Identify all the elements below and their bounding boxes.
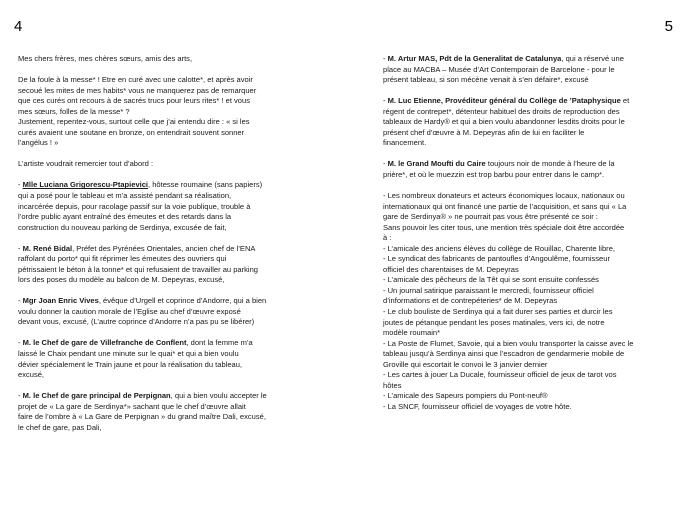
entry-text: , Préfet des Pyrénées Orientales, ancien chef de l’ENA raffolant du porto* qui fit réprimer les émeutes des ouvriers qui pétrissaient le béton à la tonne* et qui refusaient de travailler au parking lors des poses du modèle au balcon de M. Depeyras, excusé, [18, 243, 258, 285]
greeting: Mes chers frères, mes chères sœurs, amis des arts, [18, 54, 193, 63]
thanks-entry [383, 159, 669, 180]
entry-text: , qui a bien voulu accepter le projet de « La gare de Serdinya*» sachant que le chef d’œuvre allait faire de l’ombre à « La Gare de Perpignan » du grand maître Dali, excusé, le chef de gare, pas Dali, [18, 391, 267, 432]
entry-dash: - [18, 391, 23, 401]
entry-name: M. Luc Etienne, Provéditeur général du Collège de ’Pataphysique [387, 96, 621, 106]
donor-item: - La SNCF, fournisseur officiel de voyages de votre hôte. [383, 401, 572, 411]
entry-dash: - [383, 54, 388, 63]
left-column [18, 54, 312, 444]
entry-name: Mgr Joan Enric Vives [22, 296, 99, 306]
donors-list [383, 244, 669, 413]
right-column [383, 54, 669, 412]
page-number-right: 5 [664, 18, 673, 35]
entry-text: et régent de contrepet*, détenteur habituel des droits de reproduction des tableaux de Hardy® et qui a bien voulu abandonner lesdits droits pour le présent chef d’œuvre à M. Depeyras afin de lui en faciliter le financement. [383, 96, 630, 148]
donor-item: - Les cartes à jouer La Ducale, fournisseur officiel de jeux de tarot vos hôtes [383, 370, 617, 390]
donor-item: - Le syndicat des fabricants de pantoufles d’Angoulême, fournisseur officiel des charentaises de M. Depeyras [383, 254, 610, 274]
entry-dash: - [18, 296, 23, 306]
donors-intro: - Les nombreux donateurs et acteurs économiques locaux, nationaux ou internationaux qui ont financé une partie de l’acquisition, et sans qui « La gare de Serdinya® » ne pourrait pas vous être présenté ce soir : Sans pouvoir les citer tous, une mention très spéciale doit être accordée à : [383, 190, 627, 243]
donor-item: - L’amicale des anciens élèves du collège de Rouillac, Charente libre, [383, 243, 615, 253]
entry-name: M. le Grand Moufti du Caire [387, 159, 486, 169]
thanks-entry [383, 96, 669, 149]
intro-paragraph-1: De la foule à la messe* ! Etre en curé avec une calotte*, et après avoir secoué les mites de mes habits* vous ne manquerez pas de remarquer que ces curés ont recours à de sacrés trucs pour leurs rites* ! et vous mes sœurs, folles de la messe* ? [18, 75, 257, 116]
donor-item: - L’amicale des Sapeurs pompiers du Pont-neuf® [383, 391, 548, 401]
donor-item: - Le club bouliste de Serdinya qui a fait durer ses parties et durcir les joutes de pétanque pendant les poses matinales, vers ici, de notre modèle roumain* [383, 306, 613, 338]
entry-text: toujours noir de monde à l’heure de la prière*, et où le muezzin est trop barbu pour entrer dans le camp*. [383, 159, 615, 179]
thanks-entry [18, 391, 312, 433]
entry-dash: - [383, 159, 388, 169]
entry-name: M. le Chef de gare de Villefranche de Conflent [22, 338, 187, 348]
entry-name: M. le Chef de gare principal de Perpignan [22, 391, 171, 401]
page-number-left: 4 [14, 18, 23, 35]
entry-text: , dont la femme m’a laissé le Chaix pendant une minute sur le quai* et qui a bien voulu dévier spécialement le Train jaune et pour la réalisation du tableau, excusé, [18, 338, 253, 380]
entry-text: , qui a réservé une place au MACBA – Musée d’Art Contemporain de Barcelone - pour le présent tableau, si son mécène venait à s’en défaire*, excusé [383, 54, 624, 85]
thanks-entry [18, 338, 312, 380]
entry-name: Mlle Luciana Grigorescu-Ptapievici [22, 180, 149, 190]
thanks-entry [18, 296, 312, 328]
entry-dash: - [383, 96, 388, 106]
thanks-intro: L’artiste voudrait remercier tout d’abord : [18, 159, 154, 169]
thanks-entry [18, 180, 312, 233]
entry-dash: - [18, 338, 23, 348]
entry-name: M. René Bidal [22, 243, 73, 253]
entry-dash: - [18, 180, 23, 190]
thanks-entry [383, 54, 669, 86]
donor-item: - L’amicale des pêcheurs de la Têt qui se sont ensuite confessés [383, 275, 599, 285]
entry-name: M. Artur MAS, Pdt de la Generalitat de Catalunya [387, 54, 562, 63]
entry-text: , évêque d’Urgell et coprince d’Andorre, qui a bien voulu donner la caution morale de l’Eglise au chef d’œuvre exposé devant vous, excusé, (L’autre coprince d’Andorre n’a pas pu se libérer) [18, 296, 267, 327]
thanks-entry [18, 244, 312, 286]
entry-text: , hôtesse roumaine (sans papiers) qui a posé pour le tableau et m’a assisté pendant sa réalisation, incarcérée depuis, pour racolage passif sur la voie publique, trouble à l’ordre public ayant entraîné des émeutes et des retards dans la construction du nouveau parking de Serdinya, excusée de fait, [18, 180, 263, 232]
donor-item: - La Poste de Flumet, Savoie, qui a bien voulu transporter la caisse avec le tableau jusqu’à Serdinya ainsi que l’escadron de gendarmerie mobile de Groville qui escortait le convoi le 3 janvier dernier [383, 338, 634, 369]
entry-dash: - [18, 243, 23, 253]
donor-item: - Un journal satirique paraissant le mercredi, fournisseur officiel d’informations et de contrepéteries* de M. Depeyras [383, 285, 594, 306]
intro-paragraph-2: Justement, repentez-vous, surtout celle que j’ai entendu dire : « si les curés avaient une soutane en bronze, on entendrait souvent sonner l’angélus ! » [18, 117, 250, 148]
